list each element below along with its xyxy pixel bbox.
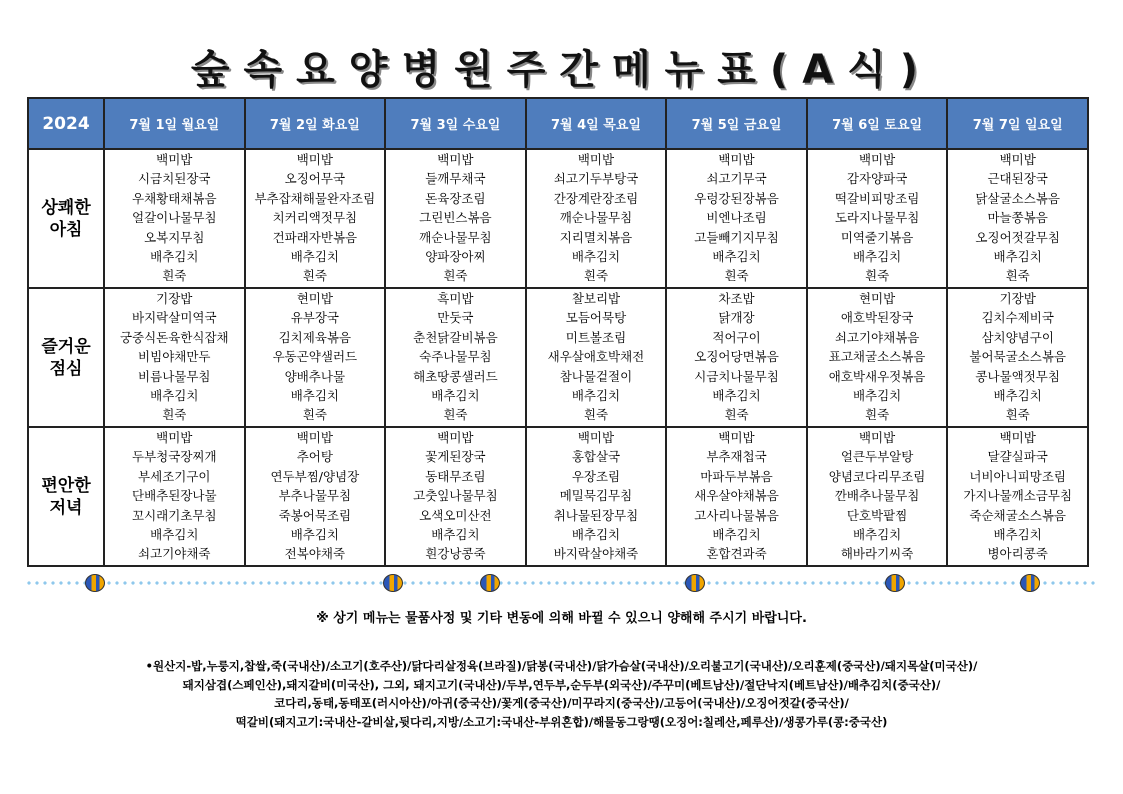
menu-item: 취나물된장무침 — [553, 507, 639, 523]
menu-item: 백미밥 — [156, 430, 193, 445]
menu-cell — [526, 427, 667, 566]
menu-item: 김치수제비국 — [981, 310, 1054, 326]
day-header: 7월 3일 수요일 — [385, 98, 526, 149]
menu-item: 고들빼기지무침 — [694, 229, 779, 245]
menu-item: 흰죽 — [162, 407, 187, 423]
menu-item: 우렁강된장볶음 — [694, 190, 779, 206]
menu-item: 얼큰두부알탕 — [840, 449, 914, 465]
menu-item: 연두부찜/양념장 — [270, 468, 360, 484]
menu-item: 흰죽 — [1005, 407, 1030, 423]
menu-item: 병아리콩죽 — [987, 546, 1048, 562]
menu-item: 홍합살국 — [571, 449, 621, 465]
meal-label — [28, 288, 104, 427]
menu-item: 오복지무침 — [144, 229, 205, 245]
menu-item: 달걀실파국 — [987, 449, 1048, 465]
menu-item: 쇠고기무국 — [706, 171, 767, 187]
meal-label — [28, 149, 104, 288]
menu-item: 오징어젓갈무침 — [975, 229, 1060, 245]
menu-item: 흰죽 — [443, 407, 468, 423]
menu-item: 현미밥 — [296, 291, 333, 306]
menu-cell — [245, 427, 386, 566]
menu-item: 배추김치 — [852, 526, 902, 542]
menu-item: 전복야채죽 — [284, 546, 346, 562]
menu-cell — [385, 427, 526, 566]
menu-item: 배추김치 — [150, 387, 199, 403]
menu-item: 배추김치 — [571, 526, 621, 542]
menu-item: 흰죽 — [302, 268, 327, 284]
menu-item: 찰보리밥 — [571, 291, 621, 306]
menu-item: 애호박된장국 — [840, 310, 914, 326]
menu-cell — [245, 149, 386, 288]
menu-item: 흰죽 — [583, 268, 609, 284]
menu-item: 불어묵굴소스볶음 — [969, 349, 1066, 365]
menu-item: 배추김치 — [290, 526, 339, 542]
menu-item: 오징어당면볶음 — [694, 349, 779, 365]
menu-item: 오색오미산전 — [419, 507, 492, 523]
menu-item: 건파래자반볶음 — [272, 229, 358, 245]
origin-line: 코다리,동태,동태포(러시아산)/아귀(중국산)/꽃게(중국산)/미꾸라지(중국산)/고등어(국내산)/오징어젓갈(중국산)/ — [274, 696, 849, 710]
menu-item: 배추김치 — [852, 248, 902, 264]
menu-item: 쇠고기야채볶음 — [834, 329, 920, 345]
meal-label-line: 즐거운 — [41, 336, 91, 357]
menu-item: 배추김치 — [712, 248, 761, 264]
menu-cell — [807, 149, 948, 288]
menu-item: 너비아니피망조림 — [969, 468, 1066, 484]
menu-item: 새우살애호박채전 — [547, 349, 645, 365]
menu-item: 부세조기구이 — [138, 468, 211, 484]
day-header: 7월 1일 월요일 — [104, 98, 245, 149]
menu-cell — [947, 427, 1088, 566]
menu-item: 적어구이 — [712, 329, 761, 345]
menu-cell — [807, 288, 948, 427]
menu-item: 흰죽 — [865, 407, 890, 423]
menu-item: 양파장아찌 — [425, 248, 486, 264]
menu-item: 춘천닭갈비볶음 — [413, 329, 498, 345]
fish-icon — [685, 574, 705, 592]
menu-item: 돈육장조림 — [425, 190, 486, 206]
menu-cell — [526, 288, 667, 427]
page-title: 숲속요양병원주간메뉴표(A식) — [190, 47, 933, 93]
menu-item: 바지락살야채죽 — [553, 546, 639, 562]
table-header-row — [28, 98, 1088, 149]
menu-item: 두부청국장찌개 — [132, 449, 217, 465]
menu-item: 우동곤약샐러드 — [272, 349, 358, 365]
menu-item: 배추김치 — [290, 248, 339, 264]
menu-item: 애호박새우젓볶음 — [828, 368, 926, 384]
menu-cell — [104, 149, 245, 288]
menu-item: 깐배추나물무침 — [834, 488, 920, 504]
menu-item: 배추김치 — [431, 387, 480, 403]
menu-item: 궁중식돈육한식잡채 — [119, 329, 229, 345]
menu-item: 미역줄기볶음 — [840, 229, 914, 245]
menu-item: 배추김치 — [993, 248, 1042, 264]
menu-item: 백미밥 — [437, 152, 474, 167]
menu-item: 백미밥 — [858, 152, 896, 167]
menu-item: 배추김치 — [431, 526, 480, 542]
menu-cell — [666, 288, 807, 427]
menu-item: 백미밥 — [718, 152, 755, 167]
menu-item: 얼갈이나물무침 — [132, 210, 217, 226]
fish-icon — [885, 574, 905, 592]
menu-item: 깨순나물무침 — [559, 210, 633, 226]
menu-item: 미트볼조림 — [565, 329, 627, 345]
menu-item: 비빔야채만두 — [138, 349, 211, 365]
menu-item: 백미밥 — [858, 430, 896, 445]
menu-item: 기장밥 — [156, 291, 193, 306]
menu-item: 흰강낭콩죽 — [425, 546, 486, 562]
fish-icon — [383, 574, 403, 592]
menu-cell — [104, 288, 245, 427]
menu-item: 만둣국 — [437, 310, 474, 326]
menu-item: 흰죽 — [1005, 268, 1030, 284]
menu-body — [28, 149, 1088, 566]
menu-item: 그린빈스볶음 — [419, 210, 492, 226]
notice-text: ※ 상기 메뉴는 물품사정 및 기타 변동에 의해 바뀔 수 있으니 양해해 주시기 바랍니다. — [316, 611, 807, 626]
menu-cell — [526, 149, 667, 288]
menu-item: 깨순나물무침 — [419, 229, 492, 245]
menu-item: 백미밥 — [156, 152, 193, 167]
menu-item: 배추김치 — [571, 387, 621, 403]
menu-item: 백미밥 — [718, 430, 755, 445]
day-header: 7월 6일 토요일 — [807, 98, 948, 149]
meal-label-line: 점심 — [49, 358, 83, 379]
menu-item: 백미밥 — [999, 430, 1036, 445]
menu-item: 죽봉어묵조림 — [278, 507, 352, 523]
menu-item: 흰죽 — [583, 407, 609, 423]
menu-item: 흰죽 — [162, 268, 187, 284]
fish-icon — [85, 574, 105, 592]
menu-item: 배추김치 — [993, 387, 1042, 403]
menu-item: 혼합견과죽 — [706, 546, 767, 562]
menu-item: 차조밥 — [718, 291, 755, 306]
day-header: 7월 5일 금요일 — [666, 98, 807, 149]
menu-item: 근대된장국 — [987, 171, 1048, 187]
origin-line: 돼지삼겹(스페인산),돼지갈비(미국산), 그외, 돼지고기(국내산)/두부,연두부,순두부(외국산)/주꾸미(베트남산)/절단낙지(베트남산)/배추김치(중국산)/ — [182, 677, 941, 692]
menu-item: 감자양파국 — [846, 171, 908, 187]
menu-item: 떡갈비피망조림 — [834, 190, 920, 206]
menu-item: 마늘쫑볶음 — [987, 210, 1048, 226]
fish-divider — [25, 572, 1095, 594]
menu-item: 부추잡채해물완자조림 — [254, 190, 376, 206]
menu-item: 현미밥 — [858, 291, 896, 306]
menu-item: 바지락살미역국 — [132, 310, 217, 326]
menu-item: 양배추나물 — [284, 368, 346, 384]
menu-item: 쇠고기두부탕국 — [553, 171, 639, 187]
day-header: 7월 7일 일요일 — [947, 98, 1088, 149]
menu-item: 비름나물무침 — [138, 368, 211, 384]
menu-item: 죽순채굴소스볶음 — [969, 507, 1066, 523]
menu-item: 추어탕 — [296, 449, 333, 465]
meal-label — [28, 427, 104, 566]
menu-item: 백미밥 — [999, 152, 1036, 167]
meal-row — [28, 427, 1088, 566]
menu-cell — [666, 149, 807, 288]
menu-item: 표고채굴소스볶음 — [828, 349, 926, 365]
meal-row — [28, 288, 1088, 427]
dotted-line — [25, 581, 1095, 585]
meal-label-line: 편안한 — [41, 475, 91, 496]
menu-item: 우장조림 — [571, 468, 621, 484]
menu-item: 오징어무국 — [284, 171, 346, 187]
menu-item: 배추김치 — [712, 526, 761, 542]
menu-item: 우채황태채볶음 — [132, 190, 217, 206]
menu-item: 시금치나물무침 — [694, 368, 779, 384]
menu-item: 배추김치 — [993, 526, 1042, 542]
meal-label-line: 아침 — [49, 219, 83, 240]
menu-cell — [947, 288, 1088, 427]
meal-row — [28, 149, 1088, 288]
menu-item: 꽃게된장국 — [425, 449, 486, 465]
menu-item: 꼬시래기초무침 — [132, 507, 217, 523]
menu-item: 지리멸치볶음 — [559, 229, 633, 245]
menu-item: 메밀묵김무침 — [559, 488, 633, 504]
menu-item: 닭개장 — [718, 310, 755, 326]
menu-item: 양념코다리무조림 — [828, 468, 926, 484]
menu-cell — [947, 149, 1088, 288]
menu-item: 참나물겉절이 — [559, 368, 633, 384]
menu-item: 흰죽 — [724, 268, 749, 284]
menu-cell — [104, 427, 245, 566]
menu-item: 삼치양념구이 — [981, 329, 1054, 345]
menu-item: 배추김치 — [571, 248, 621, 264]
origin-line: •원산지-밥,누룽지,찹쌀,죽(국내산)/소고기(호주산)/닭다리살정육(브라질)/닭봉(국내산)/닭가슴살(국내산)/오리불고기(국내산)/오리훈제(중국산)/돼지목살(미국산)/ — [145, 659, 978, 673]
menu-item: 배추김치 — [290, 387, 339, 403]
menu-item: 간장계란장조림 — [553, 190, 639, 206]
menu-item: 비엔나조림 — [706, 210, 767, 226]
menu-item: 흰죽 — [724, 407, 749, 423]
menu-item: 가지나물깨소금무침 — [963, 488, 1073, 504]
menu-item: 새우살야채볶음 — [694, 488, 779, 504]
menu-item: 배추김치 — [712, 387, 761, 403]
menu-item: 부추나물무침 — [278, 488, 352, 504]
meal-label-line: 저녁 — [49, 497, 83, 518]
menu-item: 백미밥 — [577, 152, 615, 167]
menu-item: 백미밥 — [577, 430, 615, 445]
menu-item: 백미밥 — [296, 430, 333, 445]
menu-cell — [666, 427, 807, 566]
menu-item: 배추김치 — [150, 526, 199, 542]
day-header: 7월 4일 목요일 — [526, 98, 667, 149]
weekly-menu-table — [27, 97, 1089, 567]
fish-icon — [1020, 574, 1040, 592]
day-header: 7월 2일 화요일 — [245, 98, 386, 149]
menu-item: 단배추된장나물 — [132, 488, 217, 504]
menu-item: 배추김치 — [852, 387, 902, 403]
menu-item: 고사리나물볶음 — [694, 507, 779, 523]
menu-item: 김치제육볶음 — [278, 329, 352, 345]
menu-item: 백미밥 — [296, 152, 333, 167]
menu-item: 부추재첩국 — [706, 449, 767, 465]
fish-icon — [480, 574, 500, 592]
year-cell: 2024 — [28, 98, 104, 149]
menu-item: 시금치된장국 — [138, 171, 211, 187]
origin-info — [40, 657, 1083, 731]
menu-item: 흑미밥 — [437, 291, 474, 306]
origin-line: 떡갈비(돼지고기:국내산-갈비살,뒷다리,지방/소고기:국내산-부위혼합)/해물동그랑땡(오징어:칠레산,페루산)/생콩가루(콩:중국산) — [235, 714, 888, 729]
menu-item: 기장밥 — [999, 291, 1036, 306]
menu-item: 흰죽 — [443, 268, 468, 284]
menu-item: 유부장국 — [290, 310, 339, 326]
menu-item: 단호박팥찜 — [846, 507, 908, 523]
meal-label-line: 상쾌한 — [41, 197, 91, 218]
menu-item: 동태무조림 — [425, 468, 486, 484]
menu-item: 쇠고기야채죽 — [138, 546, 211, 562]
menu-cell — [245, 288, 386, 427]
menu-item: 해바라기씨죽 — [840, 546, 914, 562]
menu-item: 닭살굴소스볶음 — [975, 190, 1060, 206]
menu-cell — [807, 427, 948, 566]
menu-item: 숙주나물무침 — [419, 349, 492, 365]
menu-item: 마파두부볶음 — [700, 468, 773, 484]
menu-item: 들깨무채국 — [425, 171, 486, 187]
menu-item: 흰죽 — [865, 268, 890, 284]
menu-item: 백미밥 — [437, 430, 474, 445]
menu-item: 고춧잎나물무침 — [413, 488, 498, 504]
menu-cell — [385, 149, 526, 288]
menu-item: 배추김치 — [150, 248, 199, 264]
menu-item: 모듬어묵탕 — [565, 310, 627, 326]
menu-cell — [385, 288, 526, 427]
menu-item: 도라지나물무침 — [834, 210, 920, 226]
menu-item: 콩나물액젓무침 — [975, 368, 1060, 384]
menu-item: 치커리액젓무침 — [272, 210, 358, 226]
menu-item: 해초땅콩샐러드 — [413, 368, 498, 384]
menu-item: 흰죽 — [302, 407, 327, 423]
